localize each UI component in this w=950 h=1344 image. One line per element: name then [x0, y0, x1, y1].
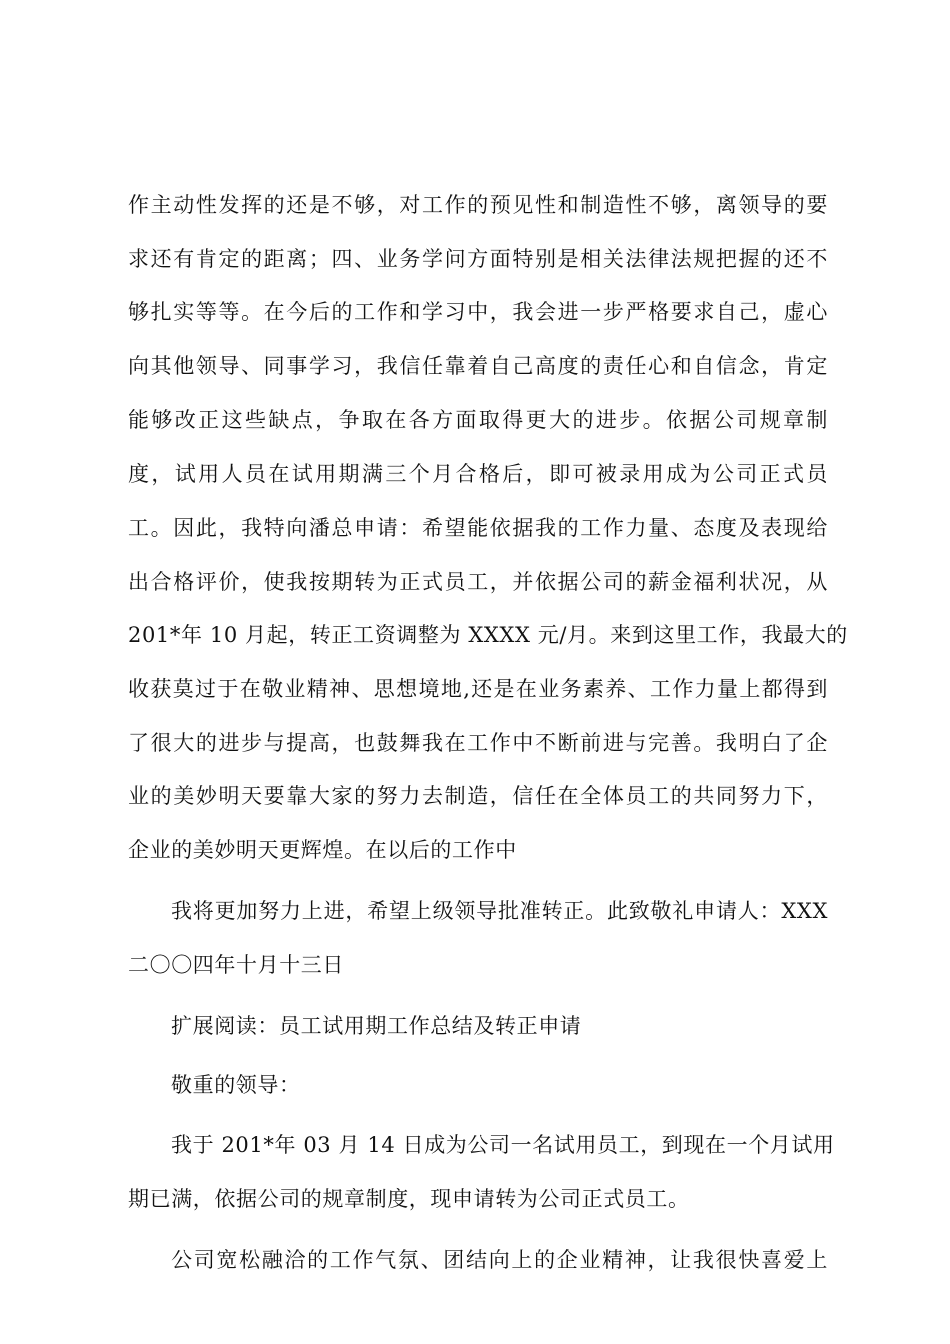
paragraph-line: 能够改正这些缺点，争取在各方面取得更大的进步。依据公司规章制 — [128, 408, 828, 432]
paragraph-line: 出合格评价，使我按期转为正式员工，并依据公司的薪金福利状况，从 — [128, 570, 828, 594]
paragraph-line: 够扎实等等。在今后的工作和学习中，我会进一步严格要求自己，虚心 — [128, 300, 828, 324]
paragraph-line: 业的美妙明天要靠大家的努力去制造，信任在全体员工的共同努力下， — [128, 784, 828, 808]
paragraph-line: 求还有肯定的距离；四、业务学问方面特别是相关法律法规把握的还不 — [128, 247, 828, 271]
paragraph-line: 收获莫过于在敬业精神、思想境地,还是在业务素养、工作力量上都得到 — [128, 677, 828, 701]
paragraph-line: 企业的美妙明天更辉煌。在以后的工作中 — [128, 838, 517, 862]
paragraph-line: 我于 201*年 03 月 14 日成为公司一名试用员工，到现在一个月试用 — [171, 1133, 835, 1157]
paragraph-line: 向其他领导、同事学习，我信任靠着自己高度的责任心和自信念，肯定 — [128, 354, 828, 378]
paragraph-line: 工。因此，我特向潘总申请：希望能依据我的工作力量、态度及表现给 — [128, 516, 828, 540]
date-line: 二〇〇四年十月十三日 — [128, 953, 344, 977]
paragraph-line: 201*年 10 月起，转正工资调整为 XXXX 元/月。来到这里工作，我最大的 — [128, 623, 848, 647]
paragraph-line: 了很大的进步与提高，也鼓舞我在工作中不断前进与完善。我明白了企 — [128, 731, 828, 755]
paragraph-line: 期已满，依据公司的规章制度，现申请转为公司正式员工。 — [128, 1187, 690, 1211]
section-heading: 扩展阅读：员工试用期工作总结及转正申请 — [171, 1014, 582, 1038]
paragraph-line: 作主动性发挥的还是不够，对工作的预见性和制造性不够，离领导的要 — [128, 193, 828, 217]
paragraph-line: 度，试用人员在试用期满三个月合格后，即可被录用成为公司正式员 — [128, 462, 828, 486]
salutation: 敬重的领导： — [171, 1073, 301, 1097]
paragraph-line: 公司宽松融洽的工作气氛、团结向上的企业精神，让我很快喜爱上 — [171, 1248, 828, 1272]
closing-line: 我将更加努力上进，希望上级领导批准转正。此致敬礼申请人：XXX — [171, 899, 828, 923]
